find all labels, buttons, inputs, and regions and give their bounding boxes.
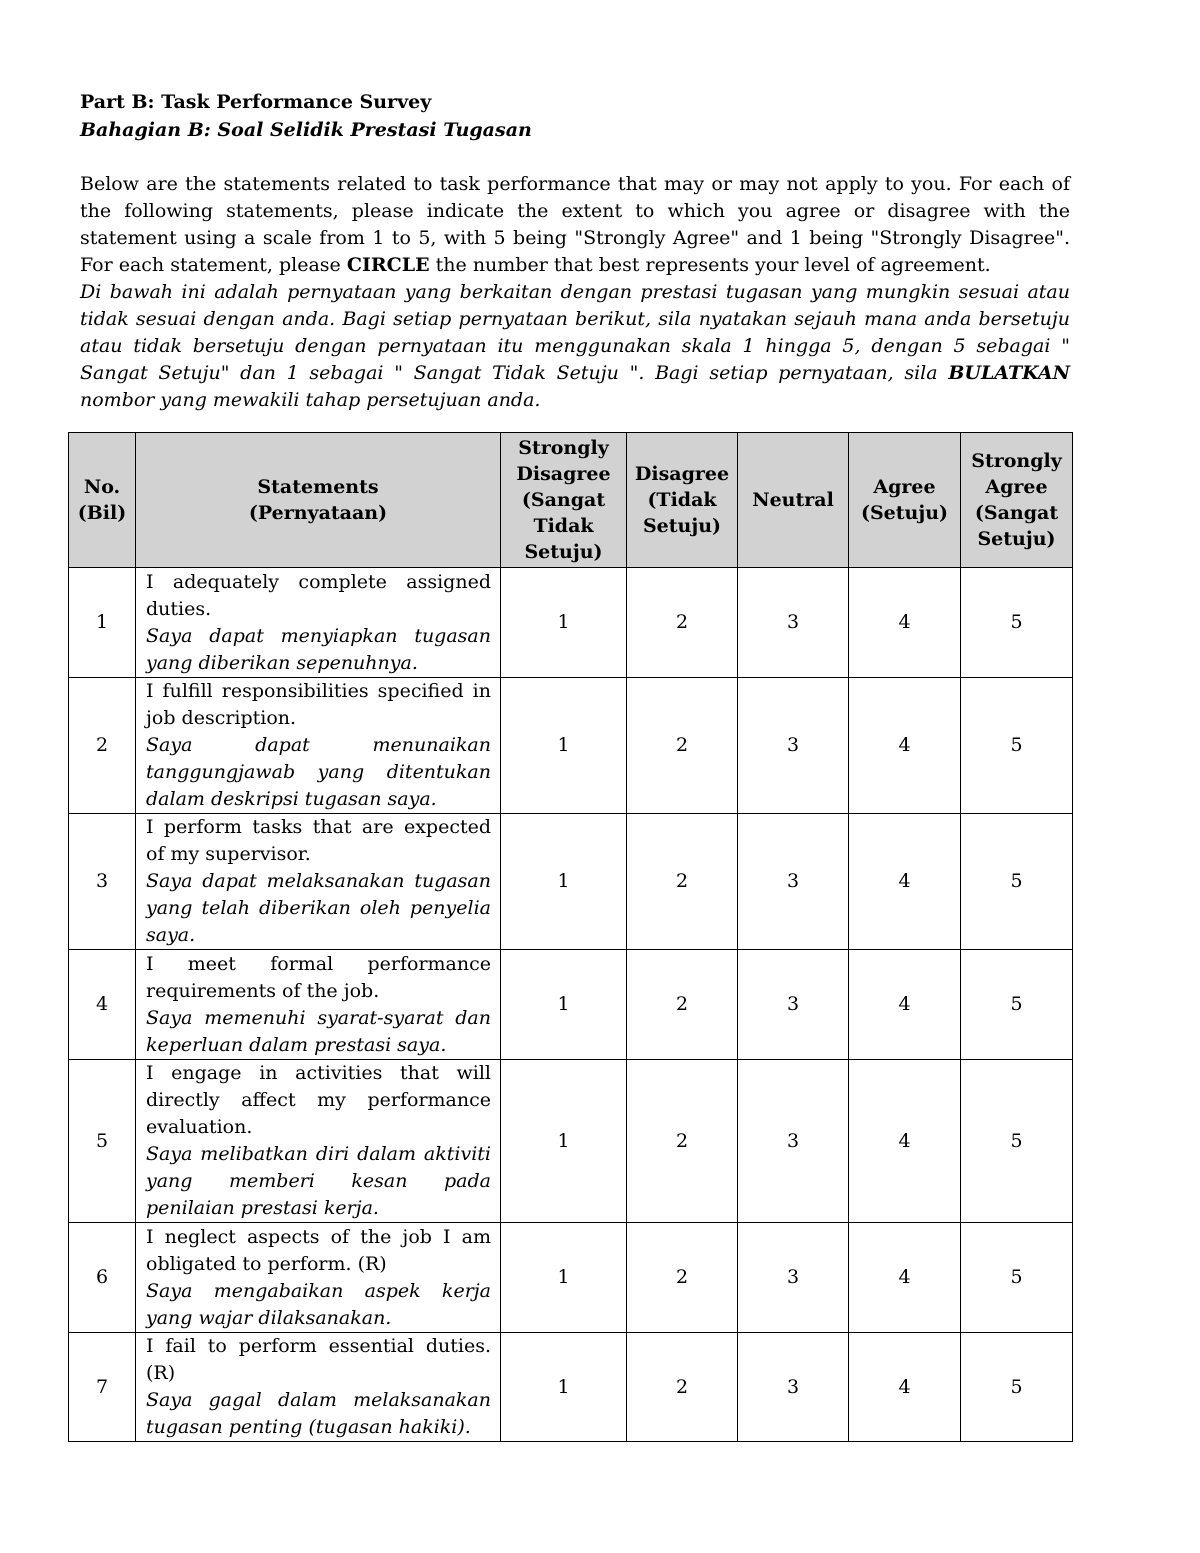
- statement-en: I fulfill responsibilities specified in job description.: [146, 680, 491, 729]
- statement-ms: Saya mengabaikan aspek kerja yang wajar dilaksanakan.: [146, 1279, 491, 1329]
- scale-option-4[interactable]: 4: [849, 1060, 961, 1223]
- table-row: [69, 1060, 1073, 1223]
- header-sd-line: Strongly: [518, 437, 609, 459]
- table-header-row: [69, 433, 1073, 568]
- row-number: 6: [69, 1223, 136, 1333]
- intro-ms-emphasis: BULATKAN: [948, 362, 1070, 384]
- intro-english: [80, 171, 1070, 279]
- scale-option-5[interactable]: 5: [961, 814, 1073, 950]
- row-number: 5: [69, 1060, 136, 1223]
- scale-option-2[interactable]: 2: [627, 950, 738, 1060]
- scale-option-3[interactable]: 3: [738, 950, 849, 1060]
- scale-option-5[interactable]: 5: [961, 950, 1073, 1060]
- scale-option-2[interactable]: 2: [627, 1333, 738, 1442]
- scale-option-3[interactable]: 3: [738, 1223, 849, 1333]
- scale-option-2[interactable]: 2: [627, 568, 738, 678]
- scale-option-2[interactable]: 2: [627, 1223, 738, 1333]
- header-number-en: No.: [83, 476, 121, 498]
- statement-en: I adequately complete assigned duties.: [146, 570, 491, 620]
- scale-option-5[interactable]: 5: [961, 1333, 1073, 1442]
- table-row: [69, 678, 1073, 814]
- header-n-line: Neutral: [752, 489, 834, 511]
- scale-option-2[interactable]: 2: [627, 678, 738, 814]
- scale-option-3[interactable]: 3: [738, 1333, 849, 1442]
- statement-ms: Saya melibatkan diri dalam aktiviti yang memberi kesan pada penilaian prestasi kerja.: [146, 1143, 491, 1219]
- intro-en-text-end: the number that best represents your level of agreement.: [429, 254, 991, 276]
- scale-option-3[interactable]: 3: [738, 1060, 849, 1223]
- scale-option-1[interactable]: 1: [501, 678, 627, 814]
- scale-option-1[interactable]: 1: [501, 1060, 627, 1223]
- scale-option-4[interactable]: 4: [849, 568, 961, 678]
- scale-option-3[interactable]: 3: [738, 568, 849, 678]
- scale-option-1[interactable]: 1: [501, 950, 627, 1060]
- header-d-line: Disagree: [634, 463, 730, 485]
- scale-option-4[interactable]: 4: [849, 678, 961, 814]
- header-sd-line: Tidak: [533, 515, 594, 537]
- header-a-line: Agree: [873, 476, 936, 498]
- scale-option-3[interactable]: 3: [738, 678, 849, 814]
- row-number: 2: [69, 678, 136, 814]
- header-d-line: Setuju): [642, 515, 722, 537]
- intro-malay: [80, 279, 1070, 414]
- statement-ms: Saya dapat menunaikan tanggungjawab yang ditentukan dalam deskripsi tugasan saya.: [146, 734, 491, 810]
- row-statement: [136, 1060, 501, 1223]
- statement-ms: Saya gagal dalam melaksanakan tugasan penting (tugasan hakiki).: [146, 1389, 491, 1438]
- header-sd-line: Setuju): [524, 541, 603, 563]
- intro-en-text: Below are the statements related to task performance that may or may not apply to you. For each of the following statements, please indicate the extent to which you agree or disagree with the statement using a scale from 1 to 5, with 5 being "Strongly Agree" and 1 being "Strongly Disagree". For each statement, please: [80, 173, 1070, 276]
- scale-option-4[interactable]: 4: [849, 1223, 961, 1333]
- scale-option-1[interactable]: 1: [501, 814, 627, 950]
- intro-en-emphasis: CIRCLE: [346, 254, 430, 276]
- table-row: [69, 1223, 1073, 1333]
- scale-option-2[interactable]: 2: [627, 1060, 738, 1223]
- row-number: 4: [69, 950, 136, 1060]
- scale-option-5[interactable]: 5: [961, 1223, 1073, 1333]
- scale-option-4[interactable]: 4: [849, 814, 961, 950]
- header-sa-line: Strongly: [971, 450, 1062, 472]
- scale-option-3[interactable]: 3: [738, 814, 849, 950]
- statement-en: I fail to perform essential duties. (R): [146, 1335, 491, 1384]
- scale-option-4[interactable]: 4: [849, 950, 961, 1060]
- row-statement: [136, 814, 501, 950]
- header-statements: [136, 433, 501, 568]
- row-number: 1: [69, 568, 136, 678]
- table-row: [69, 1333, 1073, 1442]
- header-sa-line: Agree: [985, 476, 1048, 498]
- row-number: 3: [69, 814, 136, 950]
- header-statements-ms: (Pernyataan): [248, 502, 388, 524]
- statement-en: I perform tasks that are expected of my supervisor.: [146, 816, 491, 865]
- header-number: [69, 433, 136, 568]
- table-row: [69, 950, 1073, 1060]
- row-statement: [136, 950, 501, 1060]
- page-title: Part B: Task Performance Survey: [80, 91, 432, 113]
- scale-option-4[interactable]: 4: [849, 1333, 961, 1442]
- page-subtitle: Bahagian B: Soal Selidik Prestasi Tugasan: [80, 119, 532, 141]
- statement-en: I engage in activities that will directly affect my performance evaluation.: [146, 1062, 491, 1138]
- scale-option-1[interactable]: 1: [501, 1223, 627, 1333]
- header-sa-line: Setuju): [977, 528, 1056, 550]
- row-statement: [136, 568, 501, 678]
- statement-ms: Saya memenuhi syarat-syarat dan keperluan dalam prestasi saya.: [146, 1006, 491, 1056]
- header-a-line: (Setuju): [860, 502, 949, 524]
- header-sd-line: Disagree: [516, 463, 611, 485]
- table-row: [69, 568, 1073, 678]
- header-agree: [849, 433, 961, 568]
- row-statement: [136, 1333, 501, 1442]
- scale-option-5[interactable]: 5: [961, 1060, 1073, 1223]
- scale-option-2[interactable]: 2: [627, 814, 738, 950]
- document-page: [80, 88, 1070, 414]
- header-neutral: [738, 433, 849, 568]
- header-strongly-disagree: [501, 433, 627, 568]
- header-number-ms: (Bil): [77, 502, 127, 524]
- intro-ms-text-end: nombor yang mewakili tahap persetujuan anda.: [80, 389, 541, 411]
- header-d-line: (Tidak: [647, 489, 717, 511]
- header-strongly-agree: [961, 433, 1073, 568]
- header-sd-line: (Sangat: [521, 489, 606, 511]
- row-statement: [136, 1223, 501, 1333]
- header-statements-en: Statements: [257, 476, 379, 498]
- survey-table: [68, 432, 1073, 1442]
- header-sa-line: (Sangat: [974, 502, 1059, 524]
- row-number: 7: [69, 1333, 136, 1442]
- statement-ms: Saya dapat menyiapkan tugasan yang diberikan sepenuhnya.: [146, 624, 491, 674]
- header-disagree: [627, 433, 738, 568]
- table-row: [69, 814, 1073, 950]
- intro-ms-text: Di bawah ini adalah pernyataan yang berkaitan dengan prestasi tugasan yang mungkin sesuai atau tidak sesuai dengan anda. Bagi setiap pernyataan berikut, sila nyatakan sejauh mana anda bersetuju atau tidak bersetuju dengan pernyataan itu menggunakan skala 1 hingga 5, dengan 5 sebagai " Sangat Setuju" dan 1 sebagai " Sangat Tidak Setuju ". Bagi setiap pernyataan, sila: [80, 281, 1070, 384]
- row-statement: [136, 678, 501, 814]
- scale-option-5[interactable]: 5: [961, 678, 1073, 814]
- scale-option-1[interactable]: 1: [501, 1333, 627, 1442]
- scale-option-1[interactable]: 1: [501, 568, 627, 678]
- statement-ms: Saya dapat melaksanakan tugasan yang telah diberikan oleh penyelia saya.: [146, 870, 491, 946]
- statement-en: I neglect aspects of the job I am obligated to perform. (R): [146, 1225, 491, 1275]
- scale-option-5[interactable]: 5: [961, 568, 1073, 678]
- statement-en: I meet formal performance requirements of the job.: [146, 952, 491, 1002]
